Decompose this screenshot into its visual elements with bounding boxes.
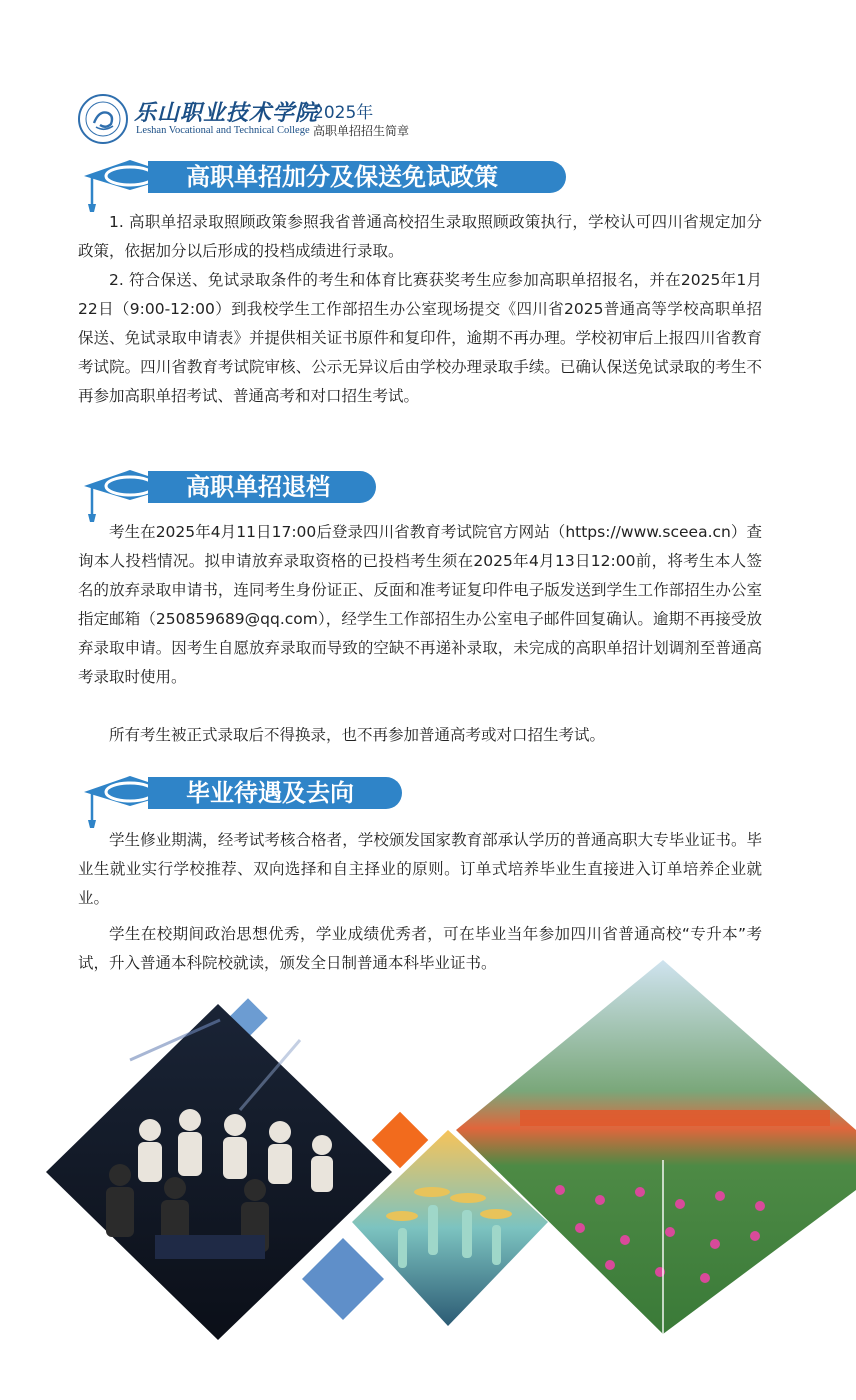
paragraph: 学生在校期间政治思想优秀，学业成绩优秀者，可在毕业当年参加四川省普通高校“专升本”考试，升入普通本科院校就读，颁发全日制普通本科毕业证书。	[78, 925, 762, 972]
paragraph: 2. 符合保送、免试录取条件的考生和体育比赛获奖考生应参加高职单招报名，并在2025年1月22日（9:00-12:00）到我校学生工作部招生办公室现场提交《四川省2025普通高等学校高职单招保送、免试录取申请表》并提供相关证书原件和复印件，逾期不再办理。学校初审后上报四川省教育考试院。四川省教育考试院审核、公示无异议后由学校办理录取手续。已确认保送免试录取的考生不再参加高职单招考试、普通高考和对口招生考试。	[78, 271, 762, 405]
school-name-en: Leshan Vocational and Technical College	[136, 125, 310, 136]
paragraph: 学生修业期满，经考试考核合格者，学校颁发国家教育部承认学历的普通高职大专毕业证书。毕业生就业实行学校推荐、双向选择和自主择业的原则。订单式培养毕业生直接进入订单培养企业就业。	[78, 831, 762, 907]
section-title: 毕业待遇及去向	[148, 777, 402, 809]
section-header-bonus-policy	[78, 156, 578, 198]
section-header-graduation	[78, 772, 418, 814]
school-logo-seal	[78, 94, 128, 144]
paragraph: 考生在2025年4月11日17:00后登录四川省教育考试院官方网站（https://www.sceea.cn）查询本人投档情况。拟申请放弃录取资格的已投档考生须在2025年4月13日12:00前，将考生本人签名的放弃录取申请书，连同考生身份证正、反面和准考证复印件电子版发送到学生工作部招生办公室指定邮箱（250859689@qq.com），经学生工作部招生办公室电子邮件回复确认。逾期不再接受放弃录取申请。因考生自愿放弃录取而导致的空缺不再递补录取，未完成的高职单招计划调剂至普通高考录取时使用。	[78, 523, 762, 686]
brochure-year: 2025年	[313, 103, 374, 123]
brochure-subtitle: 高职单招招生简章	[313, 124, 410, 138]
school-name-cn: 乐山职业技术学院	[134, 100, 319, 126]
photo-collage	[0, 960, 856, 1396]
section-title: 高职单招退档	[148, 471, 376, 503]
paragraph: 所有考生被正式录取后不得换录，也不再参加普通高考或对口招生考试。	[109, 726, 606, 744]
stadium-cheerleading-photo	[456, 960, 856, 1334]
section-header-withdrawal	[78, 466, 398, 508]
page-header	[78, 92, 498, 148]
section-title: 高职单招加分及保送免试政策	[148, 161, 566, 193]
decor-square-blue	[302, 1238, 384, 1320]
paragraph: 1. 高职单招录取照顾政策参照我省普通高校招生录取照顾政策执行，学校认可四川省规定加分政策，依据加分以后形成的投档成绩进行录取。	[78, 213, 762, 260]
